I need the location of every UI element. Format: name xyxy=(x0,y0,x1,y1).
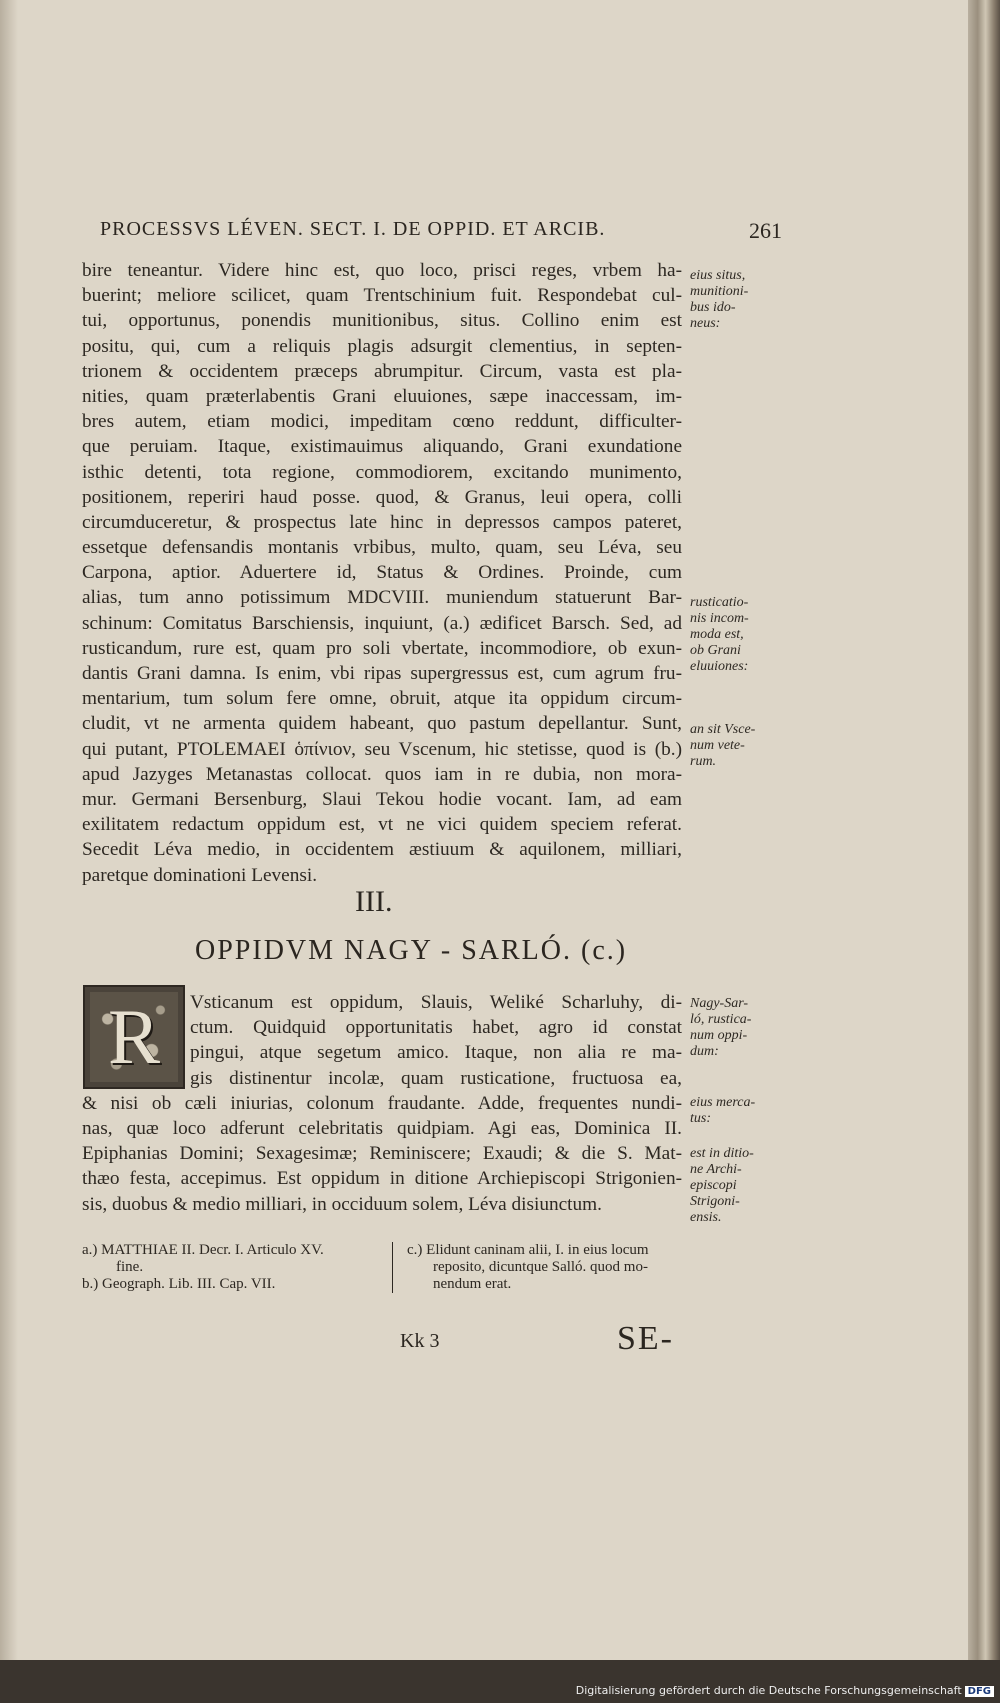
text-line: qui putant, PTOLEMAEI ὁπίνιον, seu Vscenum, hic stetisse, quod is (b.) xyxy=(82,738,682,760)
footnote-line: fine. xyxy=(116,1259,144,1275)
margin-note-3 xyxy=(690,722,755,770)
margin-note-line: munitioni- xyxy=(690,284,749,299)
margin-note-line: bus ido- xyxy=(690,300,736,315)
footnotes-right xyxy=(392,1242,707,1293)
footnotes-left xyxy=(82,1242,382,1293)
text-line: bres autem, etiam modici, impeditam cœno reddunt, difficulter- xyxy=(82,411,682,433)
margin-note-5 xyxy=(690,1095,755,1127)
margin-note-6 xyxy=(690,1146,754,1226)
text-line: mur. Germani Bersenburg, Slaui Tekou hodie vocant. Iam, ad eam xyxy=(82,788,682,810)
text-line: positionem, reperiri haud posse. quod, & Granus, leui opera, colli xyxy=(82,486,682,508)
margin-note-line: an sit Vsce- xyxy=(690,722,756,737)
text-line: sis, duobus & medio milliari, in occiduum solem, Léva disiunctum. xyxy=(82,1193,603,1215)
margin-note-line: eius merca- xyxy=(690,1095,756,1110)
footnote-line: nendum erat. xyxy=(433,1276,512,1292)
footnote-line: reposito, dicuntque Salló. quod mo- xyxy=(433,1259,648,1275)
text-line: bire teneantur. Videre hinc est, quo loco, prisci reges, vrbem ha- xyxy=(82,260,682,281)
text-line: positu, qui, cum a reliquis plagis adsurgit clementius, in septen- xyxy=(82,335,682,357)
margin-note-line: moda est, xyxy=(690,627,744,642)
margin-note-line: num oppi- xyxy=(690,1028,748,1043)
text-line: Epiphanias Domini; Sexagesimæ; Reminiscere; Exaudi; & die S. Mat- xyxy=(82,1143,682,1165)
text-line: gis distinentur incolæ, quam rusticatione, fructuosa ea, xyxy=(190,1067,682,1089)
section-title: OPPIDVM NAGY - SARLÓ. (c.) xyxy=(195,935,628,966)
margin-note-line: rusticatio- xyxy=(690,595,749,610)
dropcap-letter: R xyxy=(107,993,161,1080)
text-line: Carpona, aptior. Aduertere id, Status & Ordines. Proinde, cum xyxy=(82,562,682,584)
text-line: apud Jazyges Metanastas collocat. quos iam in re dubia, non mora- xyxy=(82,763,682,785)
text-line: tui, opportunus, ponendis munitionibus, situs. Collino enim est xyxy=(82,310,682,332)
running-header xyxy=(100,218,782,248)
dfg-logo: DFG xyxy=(965,1686,994,1697)
footnote-line: a.) MATTHIAE II. Decr. I. Articulo XV. xyxy=(82,1242,324,1258)
margin-note-line: dum: xyxy=(690,1044,719,1059)
margin-note-4 xyxy=(690,996,751,1060)
text-line: essetque defensandis montanis vrbibus, multo, quam, seu Léva, seu xyxy=(82,537,682,559)
footnote-line: b.) Geograph. Lib. III. Cap. VII. xyxy=(82,1276,276,1292)
margin-note-line: neus: xyxy=(690,316,721,331)
text-line: nas, quæ loco adferunt celebritatis quidpiam. Agi eas, Dominica II. xyxy=(82,1117,682,1139)
text-line: dantis Grani damna. Is enim, vbi ripas supergressus est, cum agrum fru- xyxy=(82,663,682,684)
margin-note-line: ensis. xyxy=(690,1210,722,1225)
margin-note-line: ne Archi- xyxy=(690,1162,742,1177)
footnote-line: c.) Elidunt caninam alii, I. in eius locum xyxy=(407,1242,649,1258)
margin-note-line: est in ditio- xyxy=(690,1146,754,1161)
text-line: Secedit Léva medio, in occidentem æstiuum & aquilonem, milliari, xyxy=(82,839,682,861)
text-line: schinum: Comitatus Barschiensis, inquiunt, (a.) ædificet Barsch. Sed, ad xyxy=(82,612,682,634)
text-line: alias, tum anno potissimum MDCVIII. muniendum statuerunt Bar- xyxy=(82,587,682,609)
text-line: buerint; meliore scilicet, quam Trentschinium fuit. Respondebat cul- xyxy=(82,285,682,307)
margin-note-line: Strigoni- xyxy=(690,1194,740,1209)
text-line: que peruiam. Itaque, existimauimus aliquando, Grani exundatione xyxy=(82,436,682,458)
text-line: circumduceretur, & prospectus late hinc in depressos campos pateret, xyxy=(82,511,682,533)
paragraph-1 xyxy=(82,258,682,888)
text-line: exilitatem redactum oppidum est, vt ne vici quidem speciem referat. xyxy=(82,814,682,836)
margin-note-line: nis incom- xyxy=(690,611,749,626)
text-line: & nisi ob cæli iniurias, colonum fraudante. Adde, frequentes nundi- xyxy=(82,1092,682,1114)
text-line: trionem & occidentem præceps abrumpitur. Circum, vasta est pla- xyxy=(82,360,682,382)
margin-note-line: eluuiones: xyxy=(690,659,749,674)
text-line: nities, quam præterlabentis Grani eluuiones, sæpe inaccessam, im- xyxy=(82,385,682,407)
running-title: PROCESSVS LÉVEN. SECT. I. DE OPPID. ET ARCIB. xyxy=(100,218,606,240)
text-line: ctum. Quidquid opportunitatis habet, agro id constat xyxy=(190,1017,682,1039)
paragraph-2 xyxy=(82,990,682,1217)
page-number: 261 xyxy=(749,218,782,243)
text-line: thæo festa, accepimus. Est oppidum in ditione Archiepiscopi Strigonien- xyxy=(82,1168,682,1190)
margin-note-1 xyxy=(690,268,748,332)
scan-footer xyxy=(0,1660,1000,1703)
margin-note-line: eius situs, xyxy=(690,268,746,283)
page-gutter xyxy=(0,0,18,1660)
margin-note-line: tus: xyxy=(690,1111,711,1126)
page-edge xyxy=(968,0,1000,1660)
margin-note-line: num vete- xyxy=(690,738,745,753)
catchword: SE- xyxy=(617,1320,674,1357)
margin-note-line: ob Grani xyxy=(690,643,741,658)
margin-note-2 xyxy=(690,595,749,675)
section-number: III. xyxy=(355,885,393,918)
margin-note-line: rum. xyxy=(690,754,717,769)
text-line: Vsticanum est oppidum, Slauis, Weliké Scharluhy, di- xyxy=(190,992,682,1013)
digitization-credit xyxy=(576,1684,994,1697)
text-line: paretque dominationi Levensi. xyxy=(82,864,318,886)
text-line: pingui, atque segetum amico. Itaque, non alia re ma- xyxy=(190,1042,682,1064)
text-line: rusticandum, rure est, quam pro soli vbertate, incommodiore, ob exun- xyxy=(82,637,682,659)
text-line: cludit, vt ne armenta quidem habeant, quo pastum depellantur. Sunt, xyxy=(82,713,682,735)
margin-note-line: episcopi xyxy=(690,1178,737,1193)
signature-mark: Kk 3 xyxy=(400,1330,440,1352)
digitization-note: Digitalisierung gefördert durch die Deutsche Forschungsgemeinschaft xyxy=(575,1684,962,1697)
text-line: mentarium, tum solum fere omne, obruit, atque ita oppidum circum- xyxy=(82,688,682,710)
text-line: isthic detenti, tota regione, commodiorem, excitando munimento, xyxy=(82,461,682,483)
margin-note-line: ló, rustica- xyxy=(690,1012,752,1027)
margin-note-line: Nagy-Sar- xyxy=(690,996,749,1011)
